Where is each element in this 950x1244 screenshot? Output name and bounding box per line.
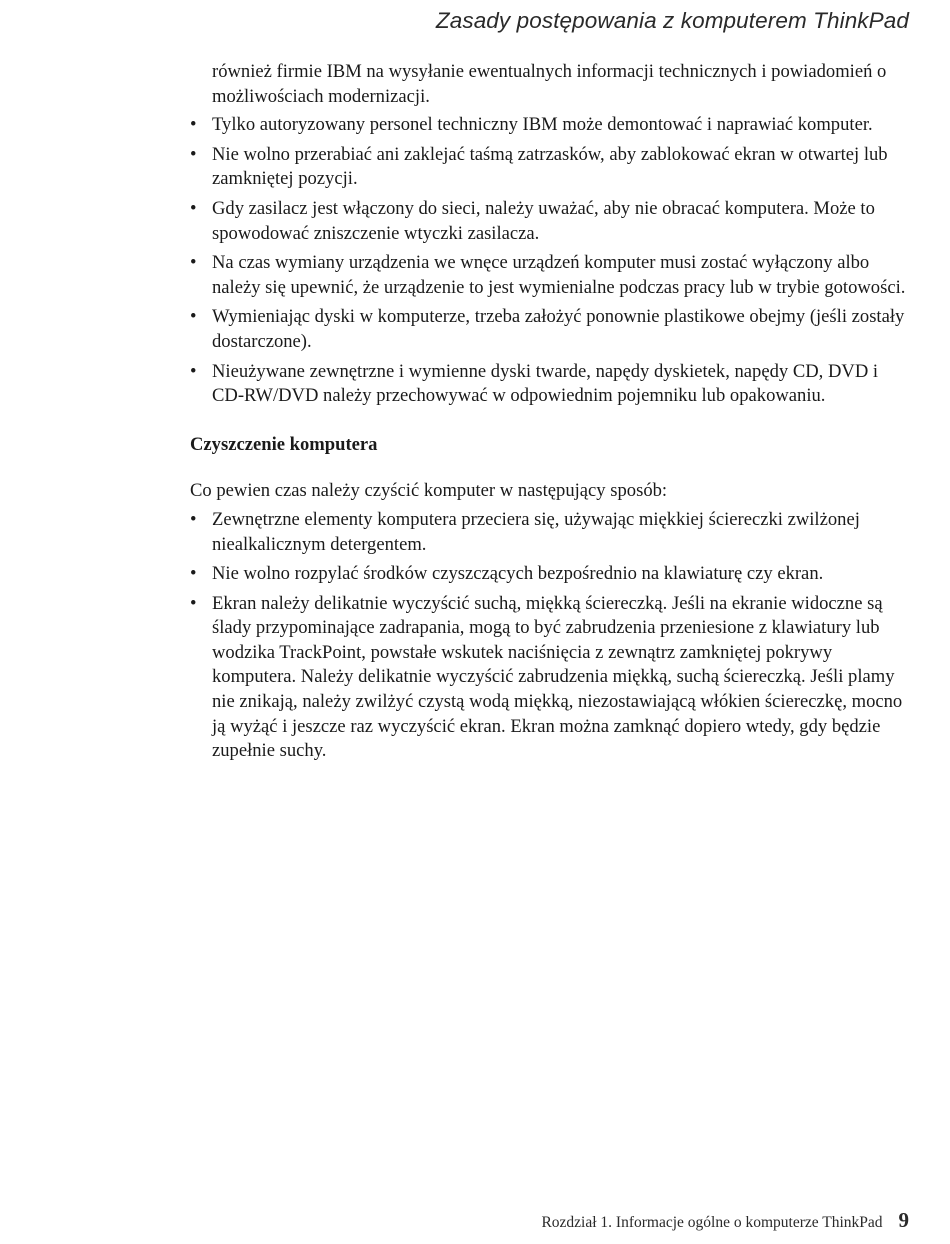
bullet-icon: •	[190, 563, 197, 585]
list-item	[190, 113, 912, 138]
list-item-text: Gdy zasilacz jest włączony do sieci, należy uważać, aby nie obracać komputera. Może to spowodować zniszczenie wtyczki zasilacza.	[212, 197, 875, 244]
bullet-icon: •	[190, 143, 197, 165]
list-item-text: Nie wolno przerabiać ani zaklejać taśmą zatrzasków, aby zablokować ekran w otwartej lub zamkniętej pozycji.	[212, 143, 888, 190]
bullet-icon: •	[190, 592, 197, 614]
list-item	[190, 592, 912, 764]
bullet-icon: •	[190, 306, 197, 328]
list-item	[190, 360, 912, 409]
handling-list	[190, 113, 912, 409]
bullet-icon: •	[190, 252, 197, 274]
list-item	[190, 305, 912, 354]
page-body	[190, 60, 912, 769]
list-item-text: Wymieniając dyski w komputerze, trzeba założyć ponownie plastikowe obejmy (jeśli zostały dostarczone).	[212, 306, 905, 352]
bullet-icon: •	[190, 508, 197, 530]
list-item	[190, 143, 912, 192]
page-number: 9	[898, 1208, 909, 1232]
list-item	[190, 562, 912, 587]
cleaning-list	[190, 508, 912, 764]
section-heading-cleaning: Czyszczenie komputera	[190, 433, 378, 455]
list-item-text: Zewnętrzne elementy komputera przeciera się, używając miękkiej ściereczki zwilżonej niealkalicznym detergentem.	[212, 508, 860, 555]
list-item	[190, 251, 912, 300]
list-item-text: Ekran należy delikatnie wyczyścić suchą, miękką ściereczką. Jeśli na ekranie widoczne są ślady przypominające zadrapania, mogą to być zabrudzenia przeniesione z klawiatury lub wodzika TrackPoint, powstałe wskutek naciśnięcia z zewnątrz zamkniętej pokrywy komputera. Należy delikatnie wyczyścić zabrudzenia miękką, suchą ściereczką. Jeśli plamy nie znikają, należy zwilżyć czystą wodą miękką, niezostawiającą włókien ściereczkę, mocno ją wyżąć i jeszcze raz wyczyścić ekran. Ekran można zamknąć dopiero wtedy, gdy będzie zupełnie suchy.	[212, 592, 903, 762]
running-header-title: Zasady postępowania z komputerem ThinkPad	[435, 8, 909, 33]
list-item-text: Tylko autoryzowany personel techniczny IBM może demontować i naprawiać komputer.	[212, 114, 873, 136]
page-footer	[541, 1208, 909, 1233]
list-item-text: Na czas wymiany urządzenia we wnęce urządzeń komputer musi zostać wyłączony albo należy się upewnić, że urządzenie to jest wymienialne podczas pracy lub w trybie gotowości.	[212, 252, 906, 298]
bullet-icon: •	[190, 114, 197, 136]
list-item	[190, 508, 912, 557]
list-item-text: Nieużywane zewnętrzne i wymienne dyski twarde, napędy dyskietek, napędy CD, DVD i CD-RW/DVD należy przechowywać w odpowiednim pojemniku lub opakowaniu.	[212, 360, 879, 407]
bullet-icon: •	[190, 197, 197, 219]
list-item-text: Nie wolno rozpylać środków czyszczących bezpośrednio na klawiaturę czy ekran.	[212, 563, 824, 585]
bullet-icon: •	[190, 360, 197, 382]
cleaning-intro: Co pewien czas należy czyścić komputer w następujący sposób:	[190, 480, 668, 502]
footer-chapter-title: Rozdział 1. Informacje ogólne o komputerze ThinkPad	[541, 1214, 883, 1231]
list-item	[190, 197, 912, 246]
continuation-paragraph: również firmie IBM na wysyłanie ewentualnych informacji technicznych i powiadomień o możliwościach modernizacji.	[212, 61, 887, 107]
